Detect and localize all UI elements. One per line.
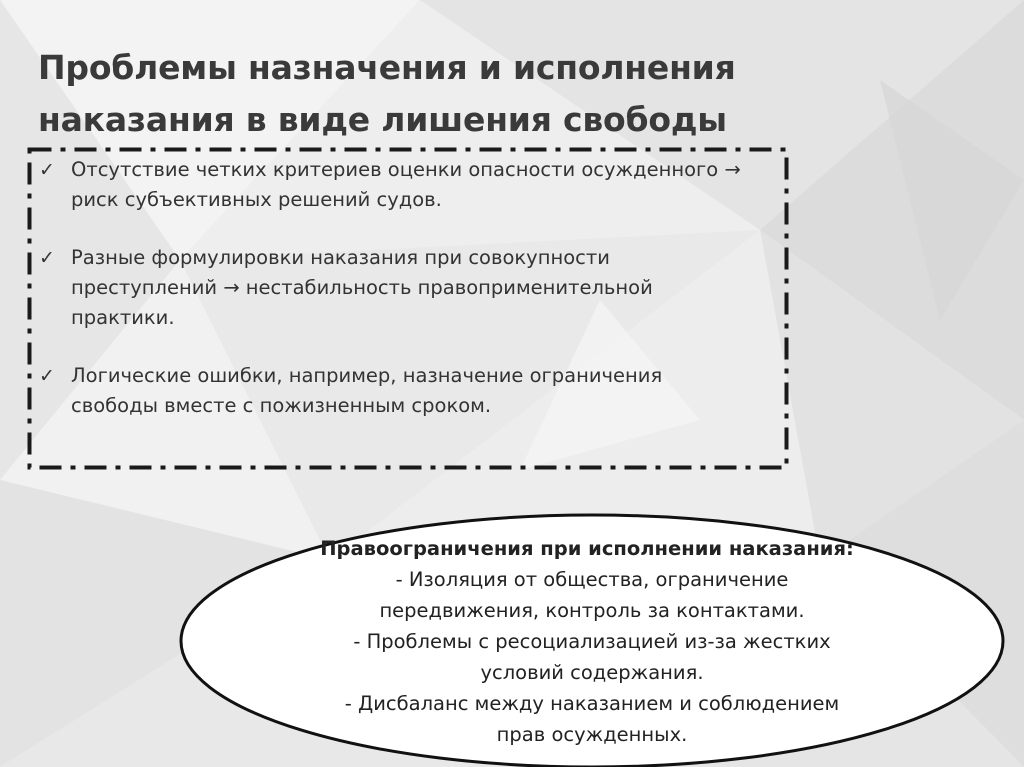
- check-icon: ✓: [39, 159, 55, 181]
- problem-item-line: риск субъективных решений судов.: [71, 188, 442, 211]
- restrictions-heading: Правоограничения при исполнении наказания:: [320, 537, 854, 560]
- restriction-item: [178, 626, 1006, 688]
- restrictions-ellipse: [178, 505, 1006, 767]
- slide-title: [38, 42, 858, 146]
- problem-item-line: Логические ошибки, например, назначение ограничения: [71, 364, 663, 387]
- restriction-item-line: прав осужденных.: [496, 723, 688, 746]
- problem-item-line: свободы вместе с пожизненным сроком.: [71, 394, 492, 417]
- check-icon: ✓: [39, 247, 55, 269]
- restriction-item-line: - Изоляция от общества, ограничение: [395, 568, 789, 591]
- restriction-item-line: - Проблемы с ресоциализацией из-за жестких: [353, 630, 831, 653]
- restriction-item-line: условий содержания.: [480, 661, 704, 684]
- restriction-item-line: - Дисбаланс между наказанием и соблюдением: [344, 692, 840, 715]
- problem-item-line: Разные формулировки наказания при совокупности: [71, 246, 610, 269]
- problem-item: [37, 243, 782, 333]
- restrictions-content: [178, 533, 1006, 750]
- problems-box: [27, 147, 789, 470]
- problem-item-line: Отсутствие четких критериев оценки опасности осужденного →: [71, 158, 741, 181]
- restriction-item-line: передвижения, контроль за контактами.: [379, 599, 805, 622]
- problem-item-line: преступлений → нестабильность правоприменительной: [71, 276, 653, 299]
- check-icon: ✓: [39, 365, 55, 387]
- restriction-item: [178, 688, 1006, 750]
- problem-item: [37, 361, 782, 421]
- problem-item: [37, 155, 782, 215]
- slide-title-line-1: Проблемы назначения и исполнения: [38, 48, 736, 87]
- restrictions-list: [178, 564, 1006, 750]
- restriction-item: [178, 564, 1006, 626]
- slide-title-line-2: наказания в виде лишения свободы: [38, 100, 727, 139]
- problem-item-line: практики.: [71, 306, 175, 329]
- problem-list: [37, 155, 782, 449]
